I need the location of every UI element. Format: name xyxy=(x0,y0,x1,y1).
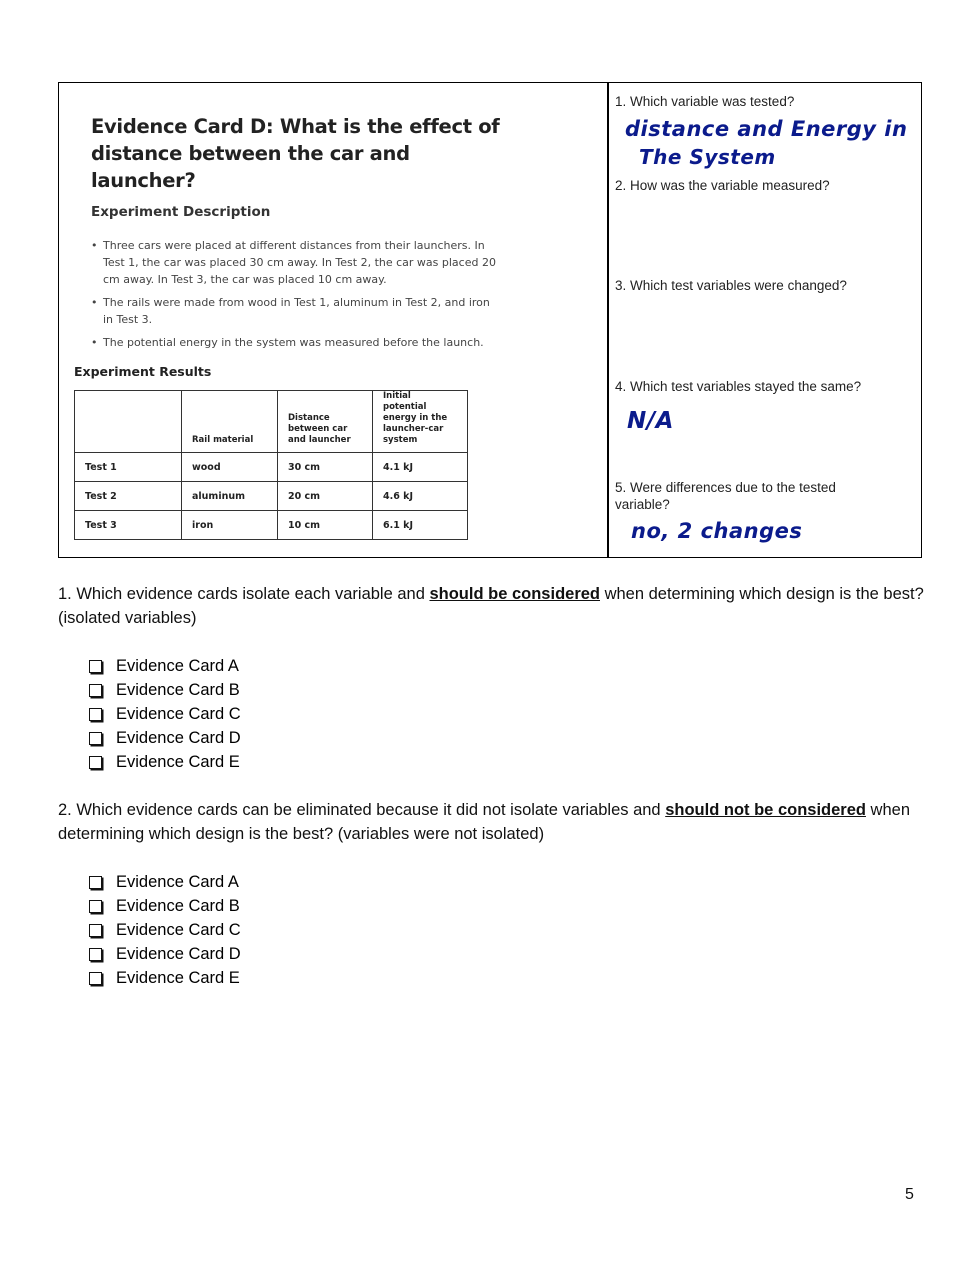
table-cell: Test 2 xyxy=(75,482,182,511)
table-header-cell xyxy=(75,391,182,453)
handwritten-answer-5: no, 2 changes xyxy=(631,519,803,543)
experiment-results-heading: Experiment Results xyxy=(74,364,212,379)
column-divider xyxy=(607,83,609,557)
evidence-card-table xyxy=(58,82,922,558)
results-table xyxy=(74,390,468,540)
checklist-item[interactable]: Evidence Card C xyxy=(88,702,241,726)
question-3: 3. Which test variables were changed? xyxy=(615,278,847,293)
table-header-cell: Distance between car and launcher xyxy=(278,391,373,453)
table-cell: Test 3 xyxy=(75,511,182,540)
experiment-description-heading: Experiment Description xyxy=(91,204,271,220)
handwritten-answer-4: N/A xyxy=(627,408,674,434)
checkbox-icon[interactable] xyxy=(89,732,102,745)
checklist-item[interactable]: Evidence Card D xyxy=(88,942,241,966)
checkbox-icon[interactable] xyxy=(89,876,102,889)
table-cell: 4.1 kJ xyxy=(373,453,468,482)
checklist-item[interactable]: Evidence Card E xyxy=(88,966,241,990)
table-cell: 30 cm xyxy=(278,453,373,482)
question-2: 2. How was the variable measured? xyxy=(615,178,830,193)
experiment-description-list xyxy=(89,237,499,357)
question-2-options xyxy=(88,870,241,990)
checkbox-icon[interactable] xyxy=(89,900,102,913)
main-question-1: 1. Which evidence cards isolate each variable and should be considered when determining which design is the best? (isolated variables) xyxy=(58,585,924,627)
question-5: 5. Were differences due to the tested variable? xyxy=(615,480,836,512)
checkbox-icon[interactable] xyxy=(89,924,102,937)
checkbox-icon[interactable] xyxy=(89,708,102,721)
table-cell: wood xyxy=(182,453,278,482)
handwritten-answer-1-line2: The System xyxy=(639,145,776,169)
checkbox-icon[interactable] xyxy=(89,660,102,673)
checklist-item[interactable]: Evidence Card B xyxy=(88,678,241,702)
table-cell: 10 cm xyxy=(278,511,373,540)
checkbox-icon[interactable] xyxy=(89,684,102,697)
checkbox-icon[interactable] xyxy=(89,756,102,769)
table-header-row xyxy=(75,391,468,453)
checklist-item[interactable]: Evidence Card D xyxy=(88,726,241,750)
checklist-item[interactable]: Evidence Card C xyxy=(88,918,241,942)
description-bullet: • Three cars were placed at different distances from their launchers. In Test 1, the car was placed 30 cm away. In Test 2, the car was placed 20 cm away. In Test 3, the car was placed 10 cm away. xyxy=(89,237,499,288)
checklist-item[interactable]: Evidence Card A xyxy=(88,870,241,894)
checkbox-icon[interactable] xyxy=(89,948,102,961)
table-row xyxy=(75,453,468,482)
checkbox-icon[interactable] xyxy=(89,972,102,985)
table-cell: 20 cm xyxy=(278,482,373,511)
description-bullet: • The rails were made from wood in Test 1, aluminum in Test 2, and iron in Test 3. xyxy=(89,294,499,328)
table-row xyxy=(75,511,468,540)
question-1-options xyxy=(88,654,241,774)
table-header-cell: Rail material xyxy=(182,391,278,453)
table-header-cell: Initial potential energy in the launcher-car system xyxy=(373,391,468,453)
checklist-item[interactable]: Evidence Card B xyxy=(88,894,241,918)
page-number: 5 xyxy=(905,1186,914,1203)
question-1: 1. Which variable was tested? xyxy=(615,94,795,109)
main-question-2: 2. Which evidence cards can be eliminated because it did not isolate variables and should not be considered when determining which design is the best? (variables were not isolated) xyxy=(58,801,910,843)
checklist-item[interactable]: Evidence Card E xyxy=(88,750,241,774)
description-bullet: • The potential energy in the system was measured before the launch. xyxy=(89,334,499,351)
handwritten-answer-1-line1: distance and Energy in xyxy=(625,117,908,141)
checklist-item[interactable]: Evidence Card A xyxy=(88,654,241,678)
table-cell: Test 1 xyxy=(75,453,182,482)
table-cell: aluminum xyxy=(182,482,278,511)
table-row xyxy=(75,482,468,511)
emphasis-should-not-be-considered: should not be considered xyxy=(665,801,866,819)
table-cell: 6.1 kJ xyxy=(373,511,468,540)
table-cell: iron xyxy=(182,511,278,540)
question-4: 4. Which test variables stayed the same? xyxy=(615,379,862,394)
table-cell: 4.6 kJ xyxy=(373,482,468,511)
emphasis-should-be-considered: should be considered xyxy=(429,585,600,603)
evidence-card-title: Evidence Card D: What is the effect of distance between the car and launcher? xyxy=(91,115,500,192)
